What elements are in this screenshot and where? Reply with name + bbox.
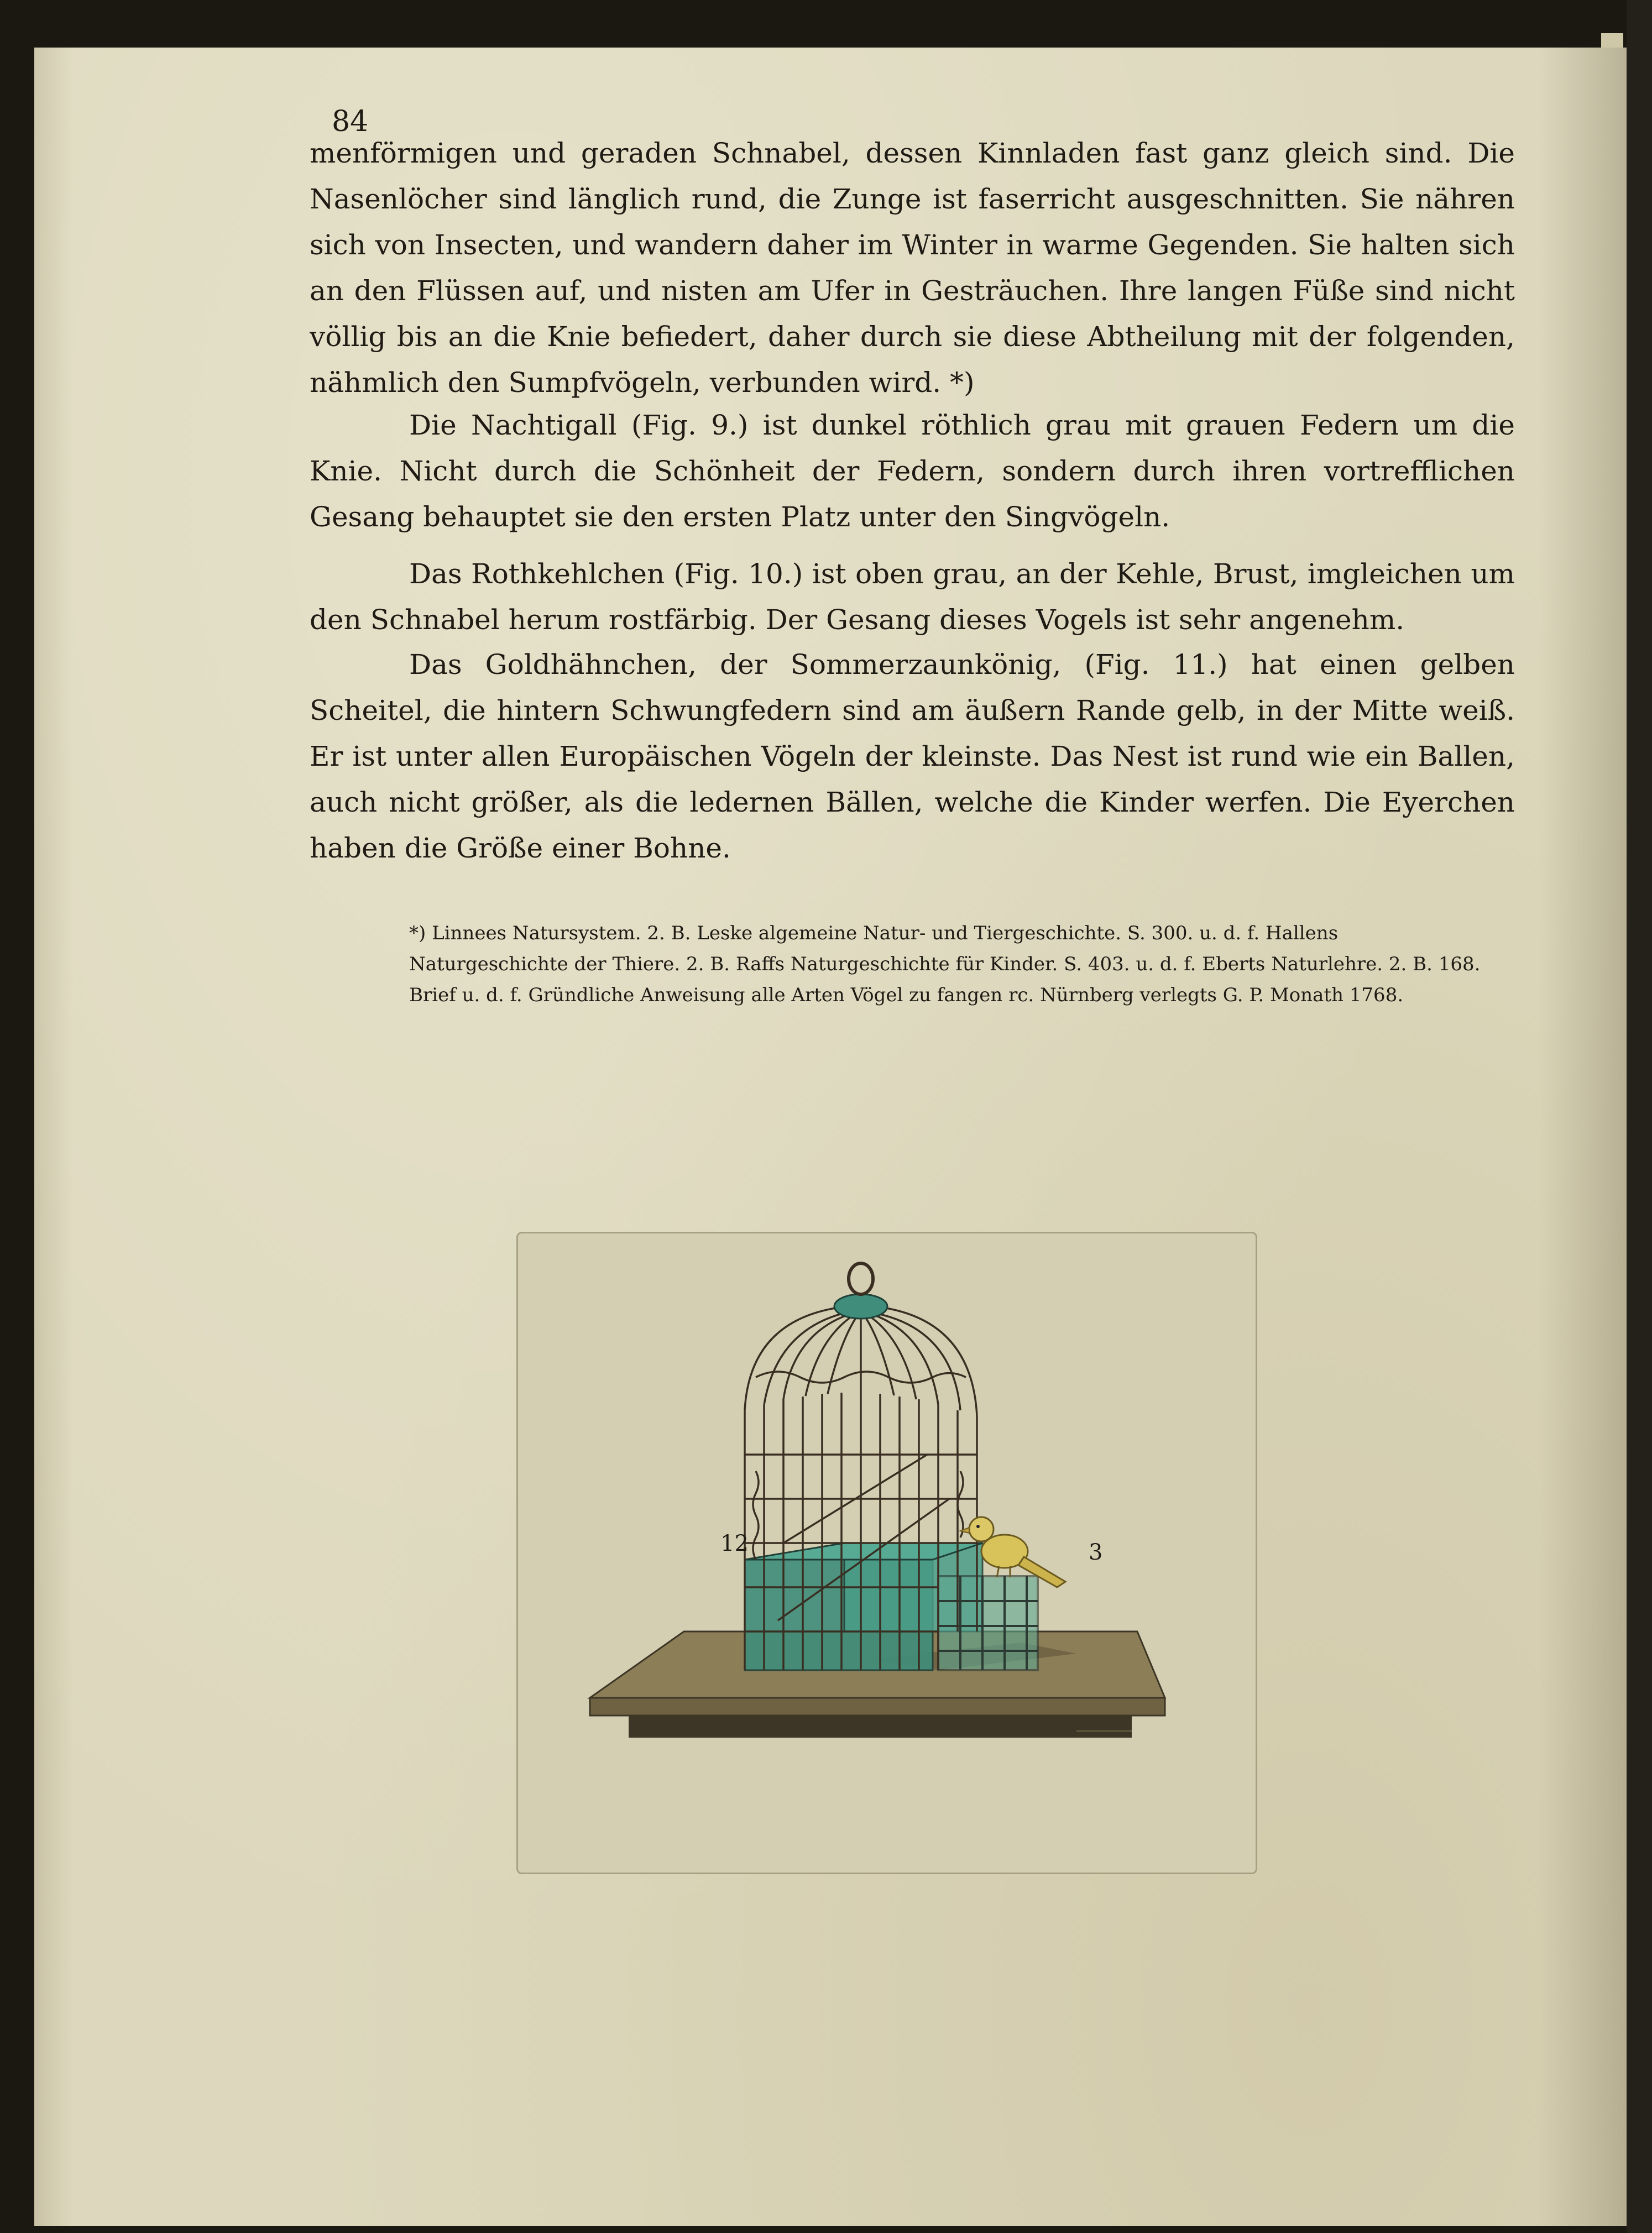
table-front	[590, 1698, 1165, 1716]
paragraph-nachtigall: Die Nachtigall (Fig. 9.) ist dunkel röthlich grau mit grauen Federn um die Knie. Nicht durch die Schönheit der Federn, sondern durch ihren vortrefflichen Gesang behauptet sie den ersten Platz unter den Singvögeln.	[310, 409, 1515, 533]
cage-cap	[834, 1294, 887, 1319]
table-base	[629, 1716, 1132, 1738]
footnote: *) Linnees Natursystem. 2. B. Leske algemeine Natur- und Tiergeschichte. S. 300. u. d. f. Hallens Naturgeschichte der Thiere. 2. B. Raffs Naturgeschichte für Kinder. S. 403. u. d. f. Eberts Naturlehre. 2. B. 168. Brief u. d. f. Gründliche Anweisung alle Arten Vögel zu fangen rc. Nürnberg verlegts G. P. Monath 1768.	[409, 922, 1481, 1006]
page-number: 84	[332, 105, 369, 138]
figure-number-3: 3	[1089, 1540, 1103, 1565]
cage-side-door	[938, 1576, 1038, 1670]
engraved-plate	[516, 1232, 1257, 1874]
figure-number-12: 12	[720, 1531, 749, 1556]
scanner-strip	[1627, 0, 1652, 2233]
paragraph-goldhaehnchen: Das Goldhähnchen, der Sommerzaunkönig, (Fig. 11.) hat einen gelben Scheitel, die hintern Schwungfedern sind am äußern Rande gelb, in der Mitte weiß. Er ist unter allen Europäischen Vögeln der kleinste. Das Nest ist rund wie ein Ballen, auch nicht größer, als die ledernen Bällen, welche die Kinder werfen. Die Eyerchen haben die Größe einer Bohne.	[310, 649, 1515, 864]
paragraph-rothkehlchen: Das Rothkehlchen (Fig. 10.) ist oben grau, an der Kehle, Brust, imgleichen um den Schnabel herum rostfärbig. Der Gesang dieses Vogels ist sehr angenehm.	[310, 558, 1515, 636]
birdcage-illustration	[518, 1233, 1256, 1873]
cage-ring	[849, 1263, 873, 1294]
paragraph-sylvia-intro: menförmigen und geraden Schnabel, dessen Kinnladen fast ganz gleich sind. Die Nasenlöcher sind länglich rund, die Zunge ist faserricht ausgeschnitten. Sie nähren sich von Insecten, und wandern daher im Winter in warme Gegenden. Sie halten sich an den Flüssen auf, und nisten am Ufer in Gesträuchen. Ihre langen Füße sind nicht völlig bis an die Knie befiedert, daher durch sie diese Abtheilung mit der folgenden, nähmlich den Sumpfvögeln, verbunden wird. *)	[310, 137, 1515, 399]
